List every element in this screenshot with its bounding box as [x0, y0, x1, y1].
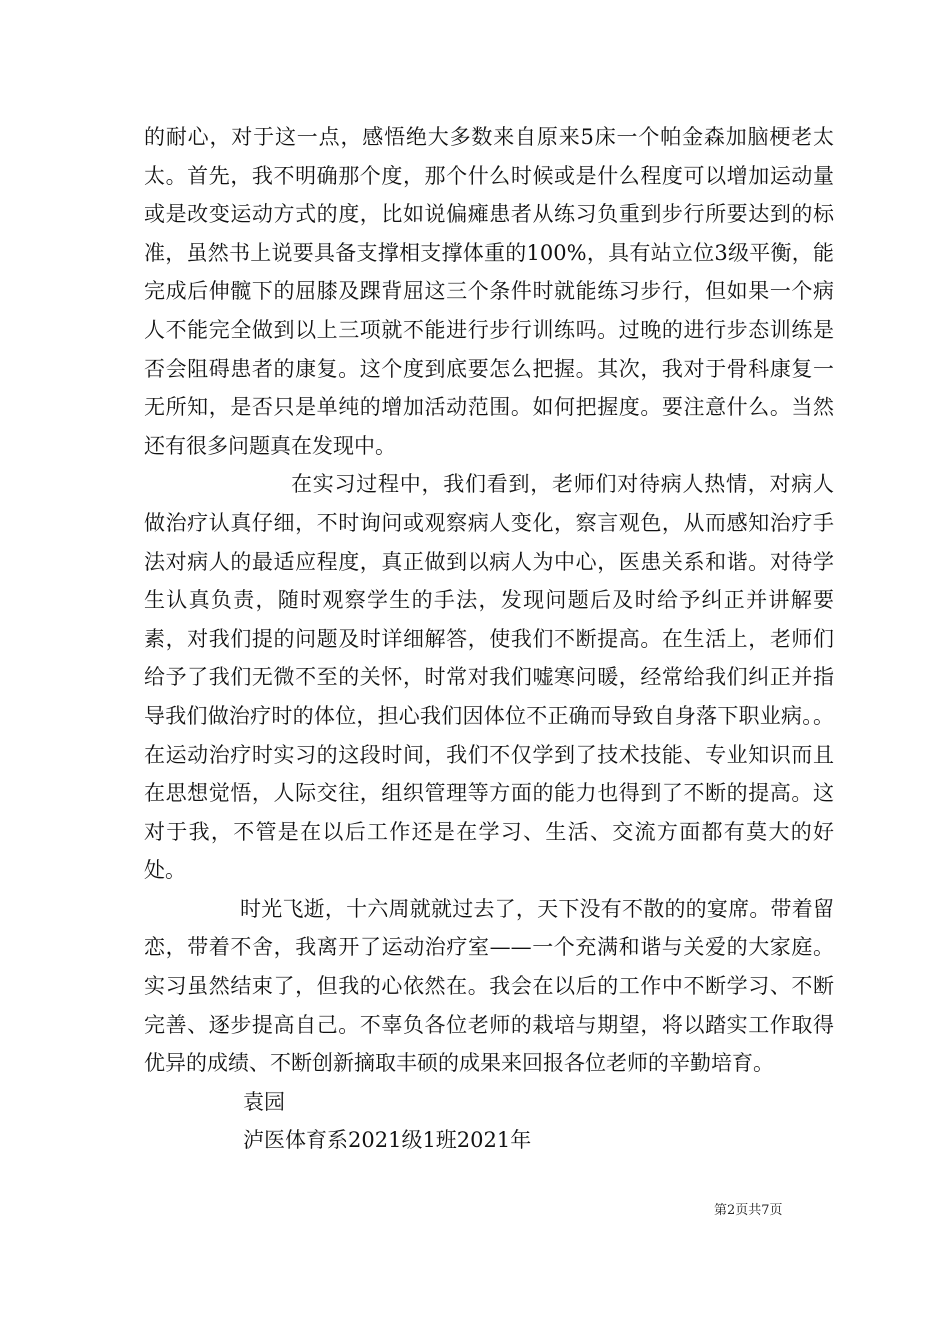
page-number-footer: 第2页共7页	[714, 1203, 783, 1218]
signature-org: 泸医体育系2021级1班2021年	[243, 1128, 532, 1153]
paragraph-1: 的耐心，对于这一点，感悟绝大多数来自原来5床一个帕金森加脑梗老太太。首先，我不明确那个度，那个什么时候或是什么程度可以增加运动量或是改变运动方式的度，比如说偏瘫患者从练习负重到步行所要达到的标准，虽然书上说要具备支撑相支撑体重的100%，具有站立位3级平衡，能完成后伸髋下的屈膝及踝背屈这三个条件时就能练习步行，但如果一个病人不能完全做到以上三项就不能进行步行训练吗。过晚的进行步态训练是否会阻碍患者的康复。这个度到底要怎么把握。其次，我对于骨科康复一无所知，是否只是单纯的增加活动范围。如何把握度。要注意什么。当然还有很多问题真在发现中。	[144, 125, 834, 458]
document-body	[144, 118, 834, 1160]
paragraph-2: 在实习过程中，我们看到，老师们对待病人热情，对病人做治疗认真仔细，不时询问或观察病人变化，察言观色，从而感知治疗手法对病人的最适应程度，真正做到以病人为中心，医患关系和谐。对待学生认真负责，随时观察学生的手法，发现问题后及时给予纠正并讲解要素，对我们提的问题及时详细解答，使我们不断提高。在生活上，老师们给予了我们无微不至的关怀，时常对我们嘘寒问暖，经常给我们纠正并指导我们做治疗时的体位，担心我们因体位不正确而导致自身落下职业病。。在运动治疗时实习的这段时间，我们不仅学到了技术技能、专业知识而且在思想觉悟，人际交往，组织管理等方面的能力也得到了不断的提高。这对于我，不管是在以后工作还是在学习、生活、交流方面都有莫大的好处。	[144, 472, 834, 883]
signature-name: 袁园	[243, 1089, 285, 1114]
paragraph-3: 时光飞逝，十六周就就过去了，天下没有不散的的宴席。带着留恋，带着不舍，我离开了运动治疗室——一个充满和谐与关爱的大家庭。实习虽然结束了，但我的心依然在。我会在以后的工作中不断学习、不断完善、逐步提高自己。不辜负各位老师的栽培与期望，将以踏实工作取得优异的成绩、不断创新摘取丰硕的成果来回报各位老师的辛勤培育。	[144, 896, 834, 1076]
